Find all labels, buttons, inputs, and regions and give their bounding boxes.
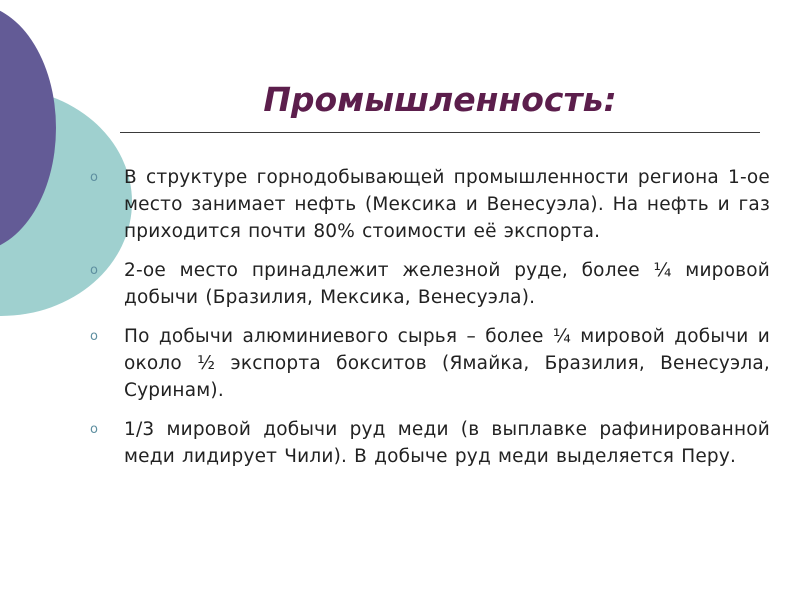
bullet-text: По добычи алюминиевого сырья – более ¼ мировой добычи и около ½ экспорта бокситов (Ямайка, Бразилия, Венесуэла, Суринам). xyxy=(124,326,770,401)
bullet-item-iron-ore xyxy=(90,257,770,311)
bullet-text: 1/3 мировой добычи руд меди (в выплавке рафинированной меди лидирует Чили). В добыче руд меди выделяется Перу. xyxy=(124,419,770,467)
bullet-text: 2-ое место принадлежит железной руде, более ¼ мировой добычи (Бразилия, Мексика, Венесуэла). xyxy=(124,260,770,308)
bullet-marker-icon: o xyxy=(90,263,98,278)
bullet-marker-icon: o xyxy=(90,329,98,344)
bullet-item-aluminium xyxy=(90,323,770,404)
bullet-item-copper xyxy=(90,416,770,470)
bullet-marker-icon: o xyxy=(90,422,98,437)
bullet-text: В структуре горнодобывающей промышленности региона 1-ое место занимает нефть (Мексика и Венесуэла). На нефть и газ приходится почти 80% стоимости её экспорта. xyxy=(124,167,770,242)
bullet-item-oil xyxy=(90,164,770,245)
slide-title: Промышленность: xyxy=(263,80,617,119)
bullet-list xyxy=(90,164,770,482)
bullet-marker-icon: o xyxy=(90,170,98,185)
title-divider xyxy=(120,132,760,133)
